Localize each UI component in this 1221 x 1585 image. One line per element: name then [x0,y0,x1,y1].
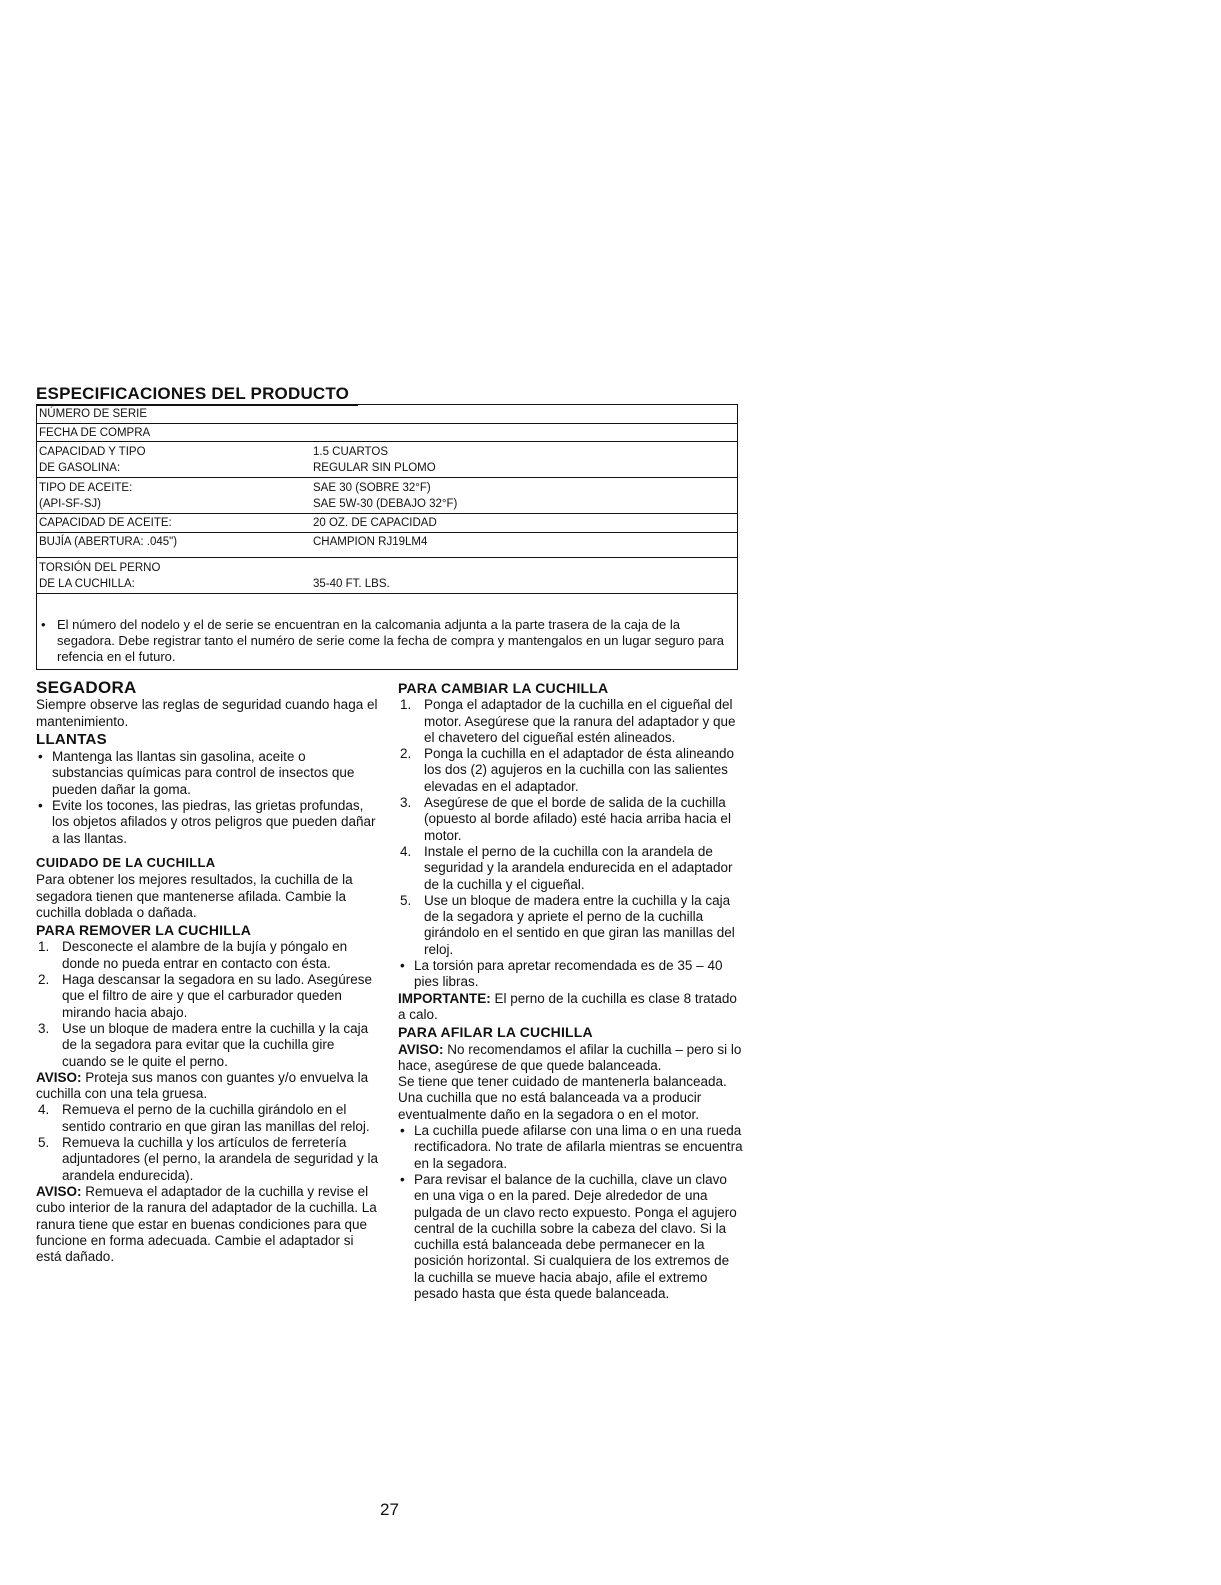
step-text: Use un bloque de madera entre la cuchilla y la caja de la segadora para evitar que la cuchilla gire cuando se le quite el perno. [62,1020,369,1069]
remove-steps-a [36,939,378,1069]
step-number: 4. [38,1102,50,1118]
spec-value: 35-40 FT. LBS. [313,578,390,590]
spec-row-spark-plug [37,533,737,558]
step-text: Use un bloque de madera entre la cuchilla y la caja de la segadora y apriete el perno de la cuchilla girándolo en el sentido en que giran las manillas del reloj. [424,892,735,957]
list-item [36,939,378,972]
spec-label: TIPO DE ACEITE: (API-SF-SJ) [39,482,133,510]
list-item [398,893,743,958]
bullet-icon: • [41,617,46,632]
step-text: Instale el perno de la cuchilla con la arandela de seguridad y la arandela endurecida en el adaptador de la cuchilla y el cigueñal. [424,843,733,892]
list-item [398,697,743,746]
list-item: • La torsión para apretar recomendada es de 35 – 40 pies libras. [398,958,743,991]
spec-value: 20 OZ. DE CAPACIDAD [313,517,437,529]
step-number: 1. [38,939,50,955]
spec-value: SAE 30 (SOBRE 32°F) SAE 5W-30 (DEBAJO 32°F) [313,482,458,510]
left-column [36,680,378,1265]
step-number: 1. [400,697,412,713]
torque-bullet [398,958,743,991]
notice-gloves [36,1070,378,1103]
subheading-sharpen-blade: PARA AFILAR LA CUCHILLA [398,1024,593,1041]
step-number: 4. [400,843,412,859]
step-number: 3. [38,1020,50,1036]
blade-care-paragraph: Para obtener los mejores resultados, la cuchilla de la segadora tienen que mantenerse afilada. Cambie la cuchilla doblada o dañada. [36,872,353,920]
step-number: 2. [400,746,412,762]
step-text: Desconecte el alambre de la bujía y póngalo en donde no pueda entrar en contacto con ésta. [62,939,348,971]
balance-paragraph: Se tiene que tener cuidado de mantenerla balanceada. Una cuchilla que no está balanceada va a producir eventualmente daño en la segadora o en el motor. [398,1074,727,1122]
step-number: 5. [400,892,412,908]
list-item: • Mantenga las llantas sin gasolina, aceite o substancias químicas para control de insectos que pueden dañar la goma. [36,749,378,798]
section-heading-blade-care: CUIDADO DE LA CUCHILLA [36,854,216,870]
step-text: Ponga el adaptador de la cuchilla en el cigueñal del motor. Asegúrese que la ranura del adaptador y que el chavetero del cigueñal estén alineados. [424,697,736,745]
intro-paragraph: Siempre observe las reglas de seguridad cuando haga el mantenimiento. [36,697,378,729]
notice-sharpen [398,1042,743,1075]
list-item [36,1021,378,1070]
step-text: Remueva el perno de la cuchilla girándolo en el sentido contrario en que giran las manillas del reloj. [62,1102,370,1134]
page-number: 27 [380,1500,399,1519]
notice-label: AVISO: [36,1183,82,1199]
important-label: IMPORTANTE: [398,990,491,1006]
spec-row-oil-capacity [37,514,737,533]
right-column [398,680,743,1302]
step-number: 5. [38,1135,50,1151]
list-item [36,972,378,1021]
spec-row-purchase-date [37,424,737,442]
spec-label: BUJÍA (ABERTURA: .045") [39,536,178,548]
list-item: • La cuchilla puede afilarse con una lima o en una rueda rectificadora. No trate de afilarla mientras se encuentra en la segadora. [398,1123,743,1172]
list-item [36,1135,378,1184]
important-note [398,991,743,1024]
notice-label: AVISO: [398,1041,444,1057]
notice-text: No recomendamos el afilar la cuchilla – pero si lo hace, asegúrese de que quede balanceada. [398,1041,742,1073]
spec-label: FECHA DE COMPRA [39,427,151,439]
list-item: • Evite los tocones, las piedras, las grietas profundas, los objetos afilados y otros peligros que pueden dañar a las llantas. [36,798,378,847]
specs-note-text: El número del nodelo y el de serie se encuentran en la calcomania adjunta a la parte trasera de la caja de la segadora. Debe registrar tanto el numéro de serie come la fecha de compra y mantengalos en un lugar seguro para refencia en el futuro. [57,617,724,665]
spec-label: CAPACIDAD Y TIPO DE GASOLINA: [39,446,146,474]
sharpen-bullets [398,1123,743,1302]
notice-text: Remueva el adaptador de la cuchilla y revise el cubo interior de la ranura del adaptador de la cuchilla. La ranura tiene que estar en buenas condiciones para que funcione en forma adecuada. Cambie el adaptador si está dañado. [36,1183,377,1265]
list-item [398,844,743,893]
specs-table [36,404,738,670]
spec-label: NÚMERO DE SERIE [39,408,147,420]
spec-row-fuel [37,442,737,478]
section-heading-llantas: LLANTAS [36,730,107,748]
spec-row-blade-torque [37,558,737,594]
list-item [398,795,743,844]
list-item: • Para revisar el balance de la cuchilla, clave un clavo en una viga o en la pared. Deje alrededor de una pulgada de un clavo recto expuesto. Ponga el agujero central de la cuchilla sobre la cabeza del clavo. Si la cuchilla está balanceada debe permanecer en la posición horizontal. Si cualquiera de los extremos de la cuchilla se mueve hacia abajo, afile el extremo pesado hasta que ésta quede balanceada. [398,1172,743,1302]
remove-steps-b [36,1102,378,1183]
spec-row-serial [37,405,737,424]
specs-note [41,617,733,666]
step-number: 3. [400,795,412,811]
step-text: Remueva la cuchilla y los artículos de ferretería adjuntadores (el perno, la arandela de seguridad y la arandela endurecida). [62,1135,378,1183]
step-number: 2. [38,972,50,988]
spec-label: CAPACIDAD DE ACEITE: [39,517,172,529]
change-steps [398,697,743,958]
spec-label: TORSIÓN DEL PERNO DE LA CUCHILLA: [39,562,161,590]
step-text: Ponga la cuchilla en el adaptador de ésta alineando los dos (2) agujeros en la cuchilla con las salientes elevadas en el adaptador. [424,746,734,794]
step-text: Haga descansar la segadora en su lado. Asegúrese que el filtro de aire y que el carburador queden mirando hacia abajo. [62,972,372,1020]
section-heading-segadora: SEGADORA [36,678,137,697]
subheading-change-blade: PARA CAMBIAR LA CUCHILLA [398,680,609,696]
notice-text: Proteja sus manos con guantes y/o envuelva la cuchilla con una tela gruesa. [36,1069,369,1102]
specs-title: ESPECIFICACIONES DEL PRODUCTO [36,384,358,406]
list-item [36,1102,378,1135]
tires-bullets [36,749,378,847]
spec-value: CHAMPION RJ19LM4 [313,536,428,548]
subheading-remove-blade: PARA REMOVER LA CUCHILLA [36,922,252,939]
spec-value: 1.5 CUARTOS REGULAR SIN PLOMO [313,446,436,474]
list-item [398,746,743,795]
important-text: El perno de la cuchilla es clase 8 tratado a calo. [398,990,737,1022]
step-text: Asegúrese de que el borde de salida de la cuchilla (opuesto al borde afilado) esté hacia arriba hacia el motor. [424,795,731,843]
notice-adapter [36,1184,378,1265]
notice-label: AVISO: [36,1069,82,1085]
spec-row-oil-type [37,478,737,514]
